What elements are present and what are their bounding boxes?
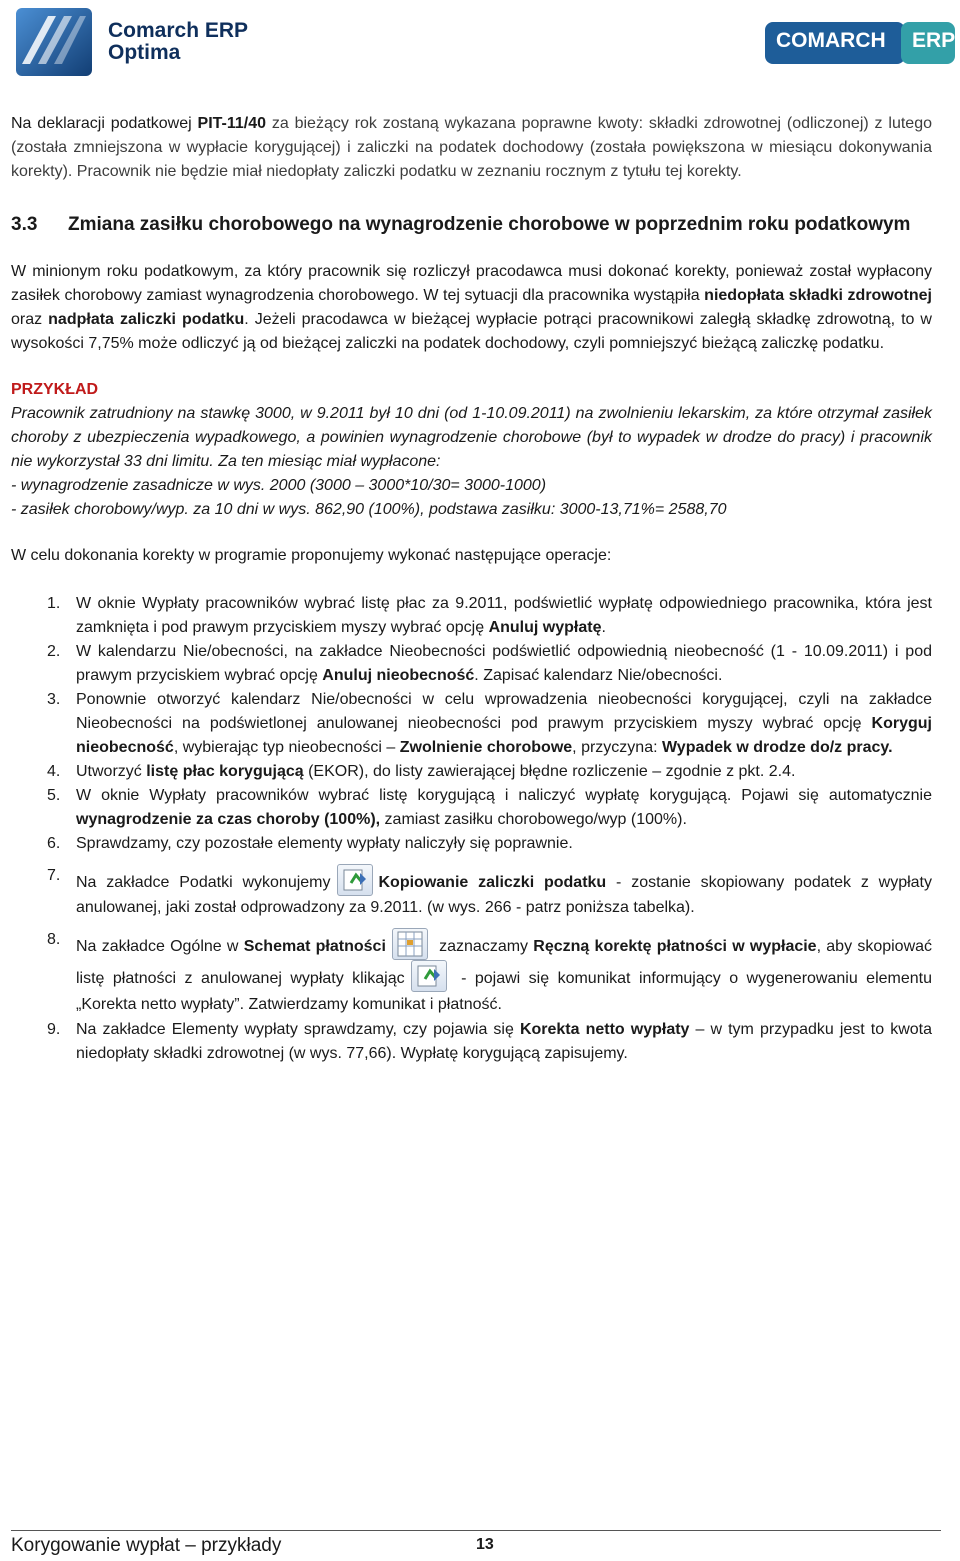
page-header bbox=[0, 0, 960, 90]
copy-payments-icon[interactable] bbox=[411, 960, 447, 992]
list-item: 7. Na zakładce Podatki wykonujemy Kopiowanie zaliczki podatku - zostanie skopiowany podatek z wypłaty anulowanej, jaki został odprowadzony za 9.2011. (w wys. 266 - patrz poniższa tabelka). bbox=[11, 864, 932, 920]
section-paragraph: W minionym roku podatkowym, za który pracownik się rozliczył pracodawca musi dokonać korekty, ponieważ został wypłacony zasiłek chorobowy zamiast wynagrodzenia chorobowego. W tej sytuacji dla pracownika wystąpiła niedopłata składki zdrowotnej oraz nadpłata zaliczki podatku. Jeżeli pracodawca w bieżącej wypłacie potrąci pracownikowi zaległą składkę zdrowotną, to w wysokości 7,75% może odliczyć ją od bieżącej zaliczki na podatek dochodowy, czyli pomniejszyć bieżącą zaliczkę podatku. bbox=[11, 263, 932, 352]
example-line-1: - wynagrodzenie zasadnicze w wys. 2000 (3000 – 3000*10/30= 3000-1000) bbox=[11, 477, 547, 494]
example-text: Pracownik zatrudniony na stawkę 3000, w 9.2011 był 10 dni (od 1-10.09.2011) na zwolnieniu lekarskim, za które otrzymał zasiłek choroby z ubezpieczenia wypadkowego, a powinien wynagrodzenie chorobowe (był to wypadek w drodze do pracy) i pracownik nie wykorzystał 33 dni limitu. Za ten miesiąc miał wypłacone: bbox=[11, 405, 932, 470]
list-item: 9. Na zakładce Elementy wypłaty sprawdzamy, czy pojawia się Korekta netto wypłaty – w tym przypadku jest to kwota niedopłaty składki zdrowotnej (w wys. 77,66). Wypłatę korygującą zapisujemy. bbox=[47, 1021, 932, 1062]
example-line-2: - zasiłek chorobowy/wyp. za 10 dni w wys. 862,90 (100%), podstawa zasiłku: 3000-13,71%= 2588,70 bbox=[11, 501, 727, 518]
intro-paragraph: Na deklaracji podatkowej PIT-11/40 za bieżący rok zostaną wykazana poprawne kwoty: składki zdrowotnej (odliczonej) z lutego (została zmniejszona w wypłacie korygującej) i zaliczki na podatek dochodowy (została powiększona w miesiącu dokonywania korekty). Pracownik nie będzie miał niedopłaty zaliczki podatku w zeznaniu rocznym z tytułu tej korekty. bbox=[11, 115, 932, 180]
payment-schedule-icon[interactable] bbox=[392, 928, 428, 960]
comarch-brand-text: COMARCH bbox=[776, 29, 886, 52]
list-item: 5. W oknie Wypłaty pracowników wybrać listę korygującą i naliczyć wypłatę korygującą. Pojawi się automatycznie wynagrodzenie za czas choroby (100%), zamiast zasiłku chorobowego/wyp (100%). bbox=[47, 787, 932, 828]
list-item: 1. W oknie Wypłaty pracowników wybrać listę płac za 9.2011, podświetlić wypłatę odpowiedniego pracownika, która jest zamknięta i pod prawym przyciskiem myszy wybrać opcję Anuluj wypłatę. bbox=[47, 595, 932, 636]
steps-lead: W celu dokonania korekty w programie proponujemy wykonać następujące operacje: bbox=[11, 547, 612, 564]
steps-list bbox=[11, 592, 932, 1066]
page-number: 13 bbox=[476, 1536, 494, 1553]
footer-divider bbox=[11, 1530, 941, 1531]
erp-brand-text: ERP bbox=[912, 29, 956, 52]
document-body bbox=[11, 112, 932, 1066]
list-item: 2. W kalendarzu Nie/obecności, na zakładce Nieobecności podświetlić odpowiednią nieobecność (1 - 10.09.2011) i pod prawym przyciskiem wybrać opcję Anuluj nieobecność. Zapisać kalendarz Nie/obecności. bbox=[47, 643, 932, 684]
footer-title: Korygowanie wypłat – przykłady bbox=[11, 1535, 282, 1556]
example-heading: PRZYKŁAD bbox=[11, 381, 99, 398]
list-item: 3. Ponownie otworzyć kalendarz Nie/obecności w celu wprowadzenia nieobecności korygującej, czyli na zakładce Nieobecności na podświetlonej anulowanej nieobecności pod prawym przyciskiem myszy wybrać opcję Koryguj nieobecność, wybierając typ nieobecności – Zwolnienie chorobowe, przyczyna: Wypadek w drodze do/z pracy. bbox=[47, 691, 932, 756]
list-item: 8. Na zakładce Ogólne w Schemat płatności zaznaczamy Ręczną korektę płatności w wypłacie, aby skopiować listę płatności z anulowanej wypłaty klikając - pojawi się komunikat informujący o wygenerowaniu elementu „Korekta netto wypłaty”. Zatwierdzamy komunikat i płatność. bbox=[11, 928, 932, 1018]
list-item: 4. Utworzyć listę płac korygującą (EKOR), do listy zawierającej błędne rozliczenie – zgodnie z pkt. 2.4. bbox=[47, 763, 796, 780]
comarch-optima-logo-icon bbox=[14, 6, 94, 78]
list-item: 6. Sprawdzamy, czy pozostałe elementy wypłaty naliczyły się poprawnie. bbox=[47, 835, 573, 852]
product-name: Comarch ERP Optima bbox=[108, 19, 249, 64]
section-heading: 3.3 Zmiana zasiłku chorobowego na wynagrodzenie chorobowe w poprzednim roku podatkowym bbox=[11, 214, 911, 235]
copy-tax-advance-icon[interactable] bbox=[337, 864, 373, 896]
